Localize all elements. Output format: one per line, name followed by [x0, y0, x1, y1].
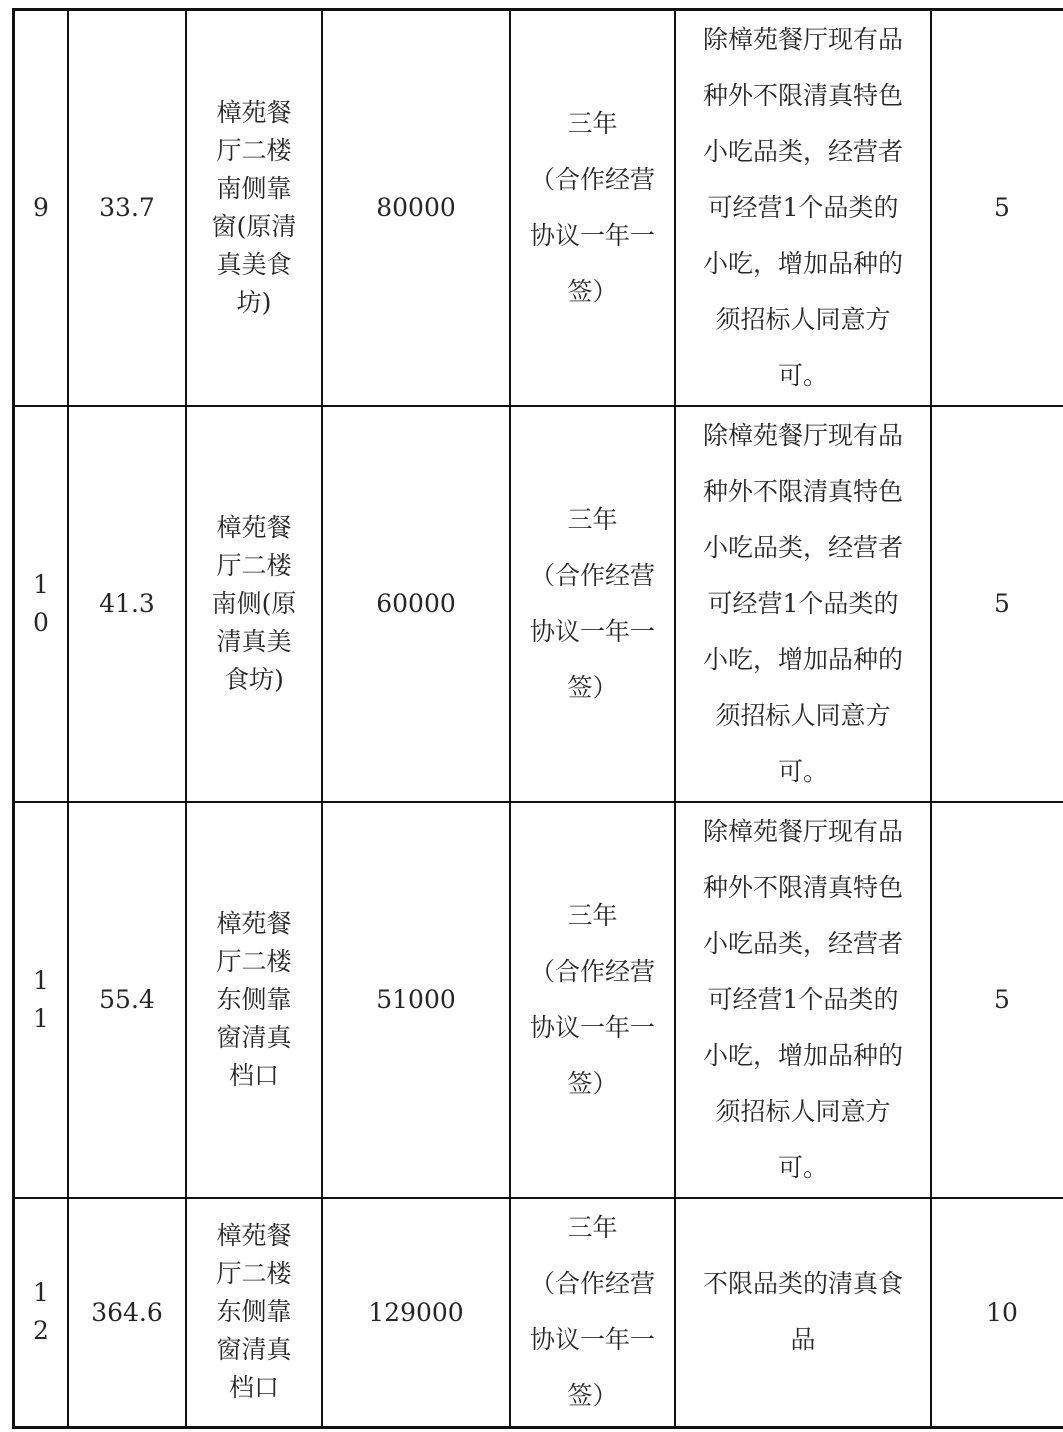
- location-cell: 樟苑餐 厅二楼 南侧(原 清真美 食坊): [186, 406, 322, 802]
- rent-cell: 129000: [322, 1198, 510, 1428]
- rent-cell: 60000: [322, 406, 510, 802]
- lot-number-cell: 1 1: [14, 802, 69, 1198]
- table-row: [14, 406, 1063, 802]
- area-cell: 33.7: [68, 10, 186, 406]
- deposit-cell: 5: [931, 10, 1063, 406]
- business-scope-cell: 除樟苑餐厅现有品 种外不限清真特色 小吃品类，经营者 可经营1个品类的 小吃，增加品种的 须招标人同意方 可。: [675, 10, 931, 406]
- table-row: [14, 1198, 1063, 1428]
- deposit-cell: 5: [931, 406, 1063, 802]
- area-cell: 55.4: [68, 802, 186, 1198]
- location-cell: 樟苑餐 厅二楼 东侧靠 窗清真 档口: [186, 1198, 322, 1428]
- rent-cell: 51000: [322, 802, 510, 1198]
- term-cell: 三年 （合作经营 协议一年一 签）: [510, 1198, 675, 1428]
- bid-table-wrapper: [12, 8, 1063, 1429]
- table-row: [14, 10, 1063, 406]
- area-cell: 41.3: [68, 406, 186, 802]
- table-row: [14, 802, 1063, 1198]
- deposit-cell: 5: [931, 802, 1063, 1198]
- area-cell: 364.6: [68, 1198, 186, 1428]
- lot-number-cell: 9: [14, 10, 69, 406]
- term-cell: 三年 （合作经营 协议一年一 签）: [510, 802, 675, 1198]
- lot-number-cell: 1 2: [14, 1198, 69, 1428]
- term-cell: 三年 （合作经营 协议一年一 签）: [510, 406, 675, 802]
- location-cell: 樟苑餐 厅二楼 东侧靠 窗清真 档口: [186, 802, 322, 1198]
- business-scope-cell: 除樟苑餐厅现有品 种外不限清真特色 小吃品类，经营者 可经营1个品类的 小吃，增加品种的 须招标人同意方 可。: [675, 802, 931, 1198]
- business-scope-cell: 不限品类的清真食 品: [675, 1198, 931, 1428]
- business-scope-cell: 除樟苑餐厅现有品 种外不限清真特色 小吃品类，经营者 可经营1个品类的 小吃，增加品种的 须招标人同意方 可。: [675, 406, 931, 802]
- location-cell: 樟苑餐 厅二楼 南侧靠 窗(原清 真美食 坊): [186, 10, 322, 406]
- term-cell: 三年 （合作经营 协议一年一 签）: [510, 10, 675, 406]
- rent-cell: 80000: [322, 10, 510, 406]
- deposit-cell: 10: [931, 1198, 1063, 1428]
- bid-lots-table: [12, 8, 1063, 1429]
- lot-number-cell: 1 0: [14, 406, 69, 802]
